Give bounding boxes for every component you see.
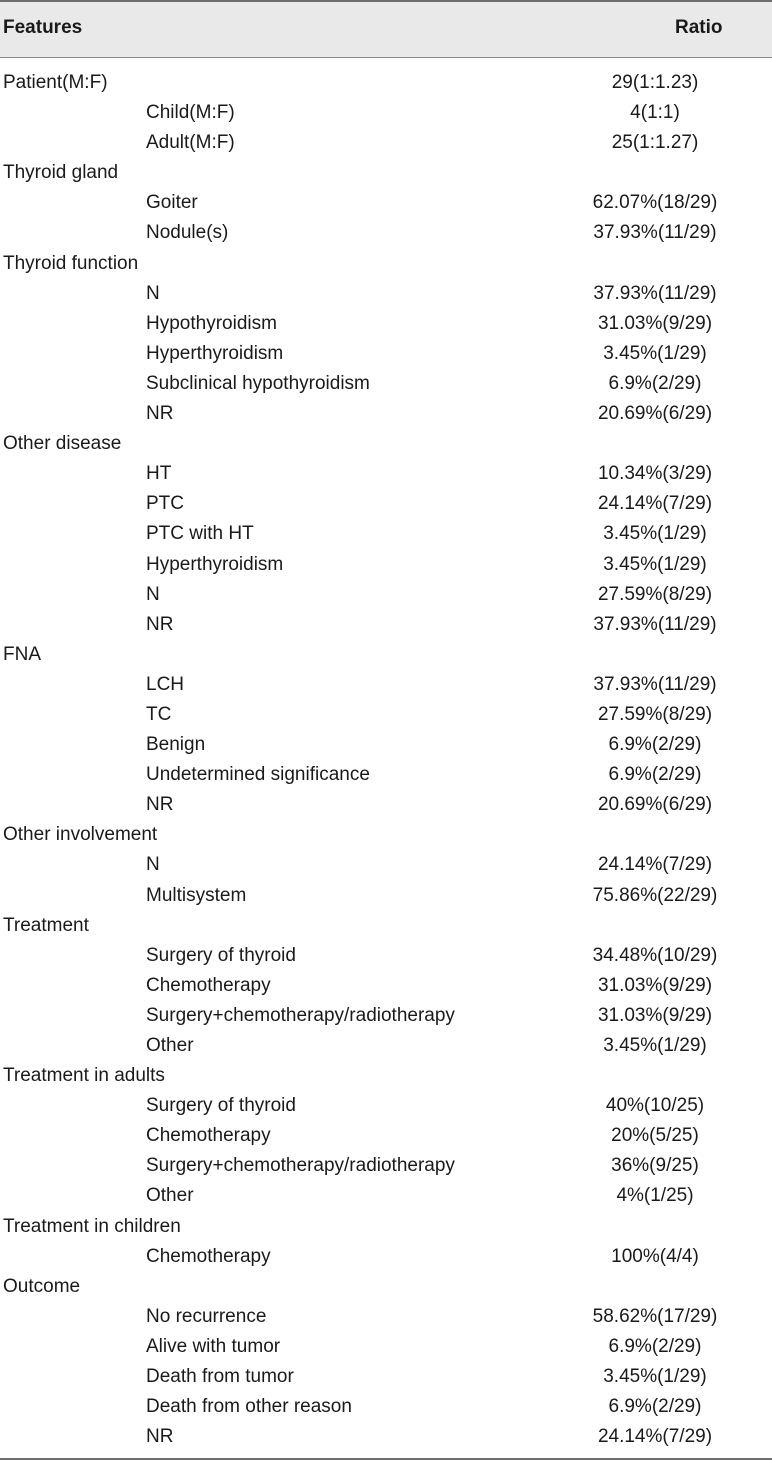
row-value: 24.14%(7/29) — [597, 493, 713, 515]
row-value: 40%(10/25) — [605, 1095, 705, 1117]
table-row — [0, 128, 772, 158]
row-label: Patient(M:F) — [3, 72, 108, 93]
row-value: 37.93%(11/29) — [593, 282, 717, 304]
table-row — [0, 399, 772, 429]
table-section-row — [0, 68, 772, 98]
row-label: Subclinical hypothyroidism — [146, 372, 370, 394]
row-label: Treatment — [3, 914, 89, 936]
row-label: N — [146, 854, 160, 876]
table-row — [0, 730, 772, 760]
row-value: 3.45%(1/29) — [603, 553, 707, 575]
row-label: Adult(M:F) — [146, 132, 235, 154]
row-label: Chemotherapy — [146, 974, 271, 996]
row-label: Undetermined significance — [146, 764, 370, 786]
row-label: Hypothyroidism — [146, 312, 277, 334]
row-value: 3.45%(1/29) — [603, 1366, 707, 1388]
table-row — [0, 309, 772, 339]
header-rule — [0, 57, 772, 58]
table-row — [0, 459, 772, 489]
row-label: NR — [146, 794, 174, 816]
row-value: 20.69%(6/29) — [597, 403, 713, 425]
table-row — [0, 1121, 772, 1151]
row-value: 4%(1/25) — [616, 1185, 694, 1207]
table-row — [0, 489, 772, 519]
row-label: Goiter — [146, 192, 198, 214]
table-row — [0, 941, 772, 971]
table-row — [0, 971, 772, 1001]
table-row — [0, 98, 772, 128]
row-label: Outcome — [3, 1275, 81, 1297]
row-label: Other — [146, 1035, 194, 1056]
table-section-row — [0, 429, 772, 459]
table-row — [0, 339, 772, 369]
table-row — [0, 218, 772, 248]
row-label: Hyperthyroidism — [146, 342, 284, 364]
row-value: 24.14%(7/29) — [597, 1426, 713, 1448]
row-value: 24.14%(7/29) — [597, 854, 713, 876]
table-bottom-rule — [0, 1458, 772, 1460]
row-label: Surgery of thyroid — [146, 944, 296, 966]
row-label: Hyperthyroidism — [146, 553, 284, 575]
table-row — [0, 580, 772, 610]
row-label: N — [146, 583, 160, 605]
table-section-row — [0, 911, 772, 941]
table-row — [0, 1151, 772, 1181]
row-label: Surgery+chemotherapy/radiotherapy — [146, 1155, 455, 1177]
row-label: TC — [146, 703, 172, 725]
table-section-row — [0, 820, 772, 850]
row-value: 3.45%(1/29) — [603, 1035, 707, 1056]
table-row — [0, 790, 772, 820]
table-row — [0, 550, 772, 580]
row-label: Benign — [146, 734, 206, 756]
row-value: 4(1:1) — [630, 102, 680, 124]
table-row — [0, 188, 772, 218]
row-label: NR — [146, 403, 174, 425]
table-row — [0, 1422, 772, 1452]
row-label: Multisystem — [146, 884, 247, 906]
table-row — [0, 670, 772, 700]
table-row — [0, 1181, 772, 1211]
row-label: Alive with tumor — [146, 1335, 281, 1357]
header-ratio: Ratio — [675, 17, 723, 38]
table-row — [0, 369, 772, 399]
row-label: Other — [146, 1185, 194, 1207]
table-section-row — [0, 1061, 772, 1091]
row-label: PTC with HT — [146, 523, 254, 545]
row-value: 31.03%(9/29) — [597, 1004, 713, 1026]
row-label: N — [146, 282, 160, 304]
table-row — [0, 1392, 772, 1422]
row-value: 58.62%(17/29) — [592, 1305, 718, 1327]
table-row — [0, 1242, 772, 1272]
row-label: No recurrence — [146, 1305, 267, 1327]
row-label: Nodule(s) — [146, 222, 229, 244]
row-label: NR — [146, 613, 174, 635]
row-label: Chemotherapy — [146, 1245, 271, 1267]
table-row — [0, 760, 772, 790]
row-value: 6.9%(2/29) — [608, 734, 702, 756]
table-row — [0, 1001, 772, 1031]
row-value: 6.9%(2/29) — [608, 1335, 702, 1357]
row-label: Other involvement — [3, 824, 158, 846]
table-body — [0, 68, 772, 1452]
row-value: 62.07%(18/29) — [592, 192, 718, 214]
row-value: 6.9%(2/29) — [608, 1396, 702, 1418]
row-value: 10.34%(3/29) — [597, 463, 713, 485]
table-row — [0, 1332, 772, 1362]
row-value: 3.45%(1/29) — [603, 523, 707, 545]
row-label: Death from other reason — [146, 1396, 352, 1418]
row-value: 31.03%(9/29) — [597, 974, 713, 996]
row-value: 6.9%(2/29) — [608, 764, 702, 786]
row-label: Surgery+chemotherapy/radiotherapy — [146, 1004, 455, 1026]
row-value: 100%(4/4) — [611, 1245, 699, 1267]
row-value: 37.93%(11/29) — [593, 222, 717, 244]
row-label: FNA — [3, 643, 41, 665]
row-value: 29(1:1.23) — [611, 72, 699, 93]
row-label: LCH — [146, 673, 185, 695]
row-label: PTC — [146, 493, 184, 515]
row-label: Treatment in adults — [3, 1065, 165, 1087]
row-value: 3.45%(1/29) — [603, 342, 707, 364]
row-label: Thyroid function — [3, 252, 139, 274]
row-value: 37.93%(11/29) — [593, 673, 717, 695]
row-label: Surgery of thyroid — [146, 1095, 296, 1117]
row-value: 37.93%(11/29) — [593, 613, 717, 635]
table-section-row — [0, 1272, 772, 1302]
table-row — [0, 519, 772, 549]
row-label: Chemotherapy — [146, 1125, 271, 1147]
row-value: 34.48%(10/29) — [592, 944, 718, 966]
table-row — [0, 1362, 772, 1392]
row-value: 31.03%(9/29) — [597, 312, 713, 334]
row-label: Child(M:F) — [146, 102, 235, 124]
table-row — [0, 881, 772, 911]
table-header — [0, 2, 772, 57]
row-value: 27.59%(8/29) — [597, 703, 713, 725]
table-section-row — [0, 1212, 772, 1242]
table-section-row — [0, 158, 772, 188]
row-value: 20%(5/25) — [611, 1125, 699, 1147]
table-section-row — [0, 249, 772, 279]
row-label: Thyroid gland — [3, 162, 119, 184]
row-label: Death from tumor — [146, 1366, 294, 1388]
table-row — [0, 850, 772, 880]
row-value: 36%(9/25) — [611, 1155, 699, 1177]
row-label: HT — [146, 463, 172, 485]
table-section-row — [0, 640, 772, 670]
table-row — [0, 279, 772, 309]
row-label: Treatment in children — [3, 1215, 181, 1237]
row-label: NR — [146, 1426, 174, 1448]
table-row — [0, 1031, 772, 1061]
table-row — [0, 1091, 772, 1121]
table-row — [0, 700, 772, 730]
row-value: 25(1:1.27) — [611, 132, 699, 154]
row-value: 75.86%(22/29) — [592, 884, 718, 906]
table-row — [0, 1302, 772, 1332]
header-features: Features — [3, 17, 83, 38]
row-label: Other disease — [3, 433, 122, 455]
row-value: 6.9%(2/29) — [608, 372, 702, 394]
table-row — [0, 610, 772, 640]
row-value: 27.59%(8/29) — [597, 583, 713, 605]
row-value: 20.69%(6/29) — [597, 794, 713, 816]
